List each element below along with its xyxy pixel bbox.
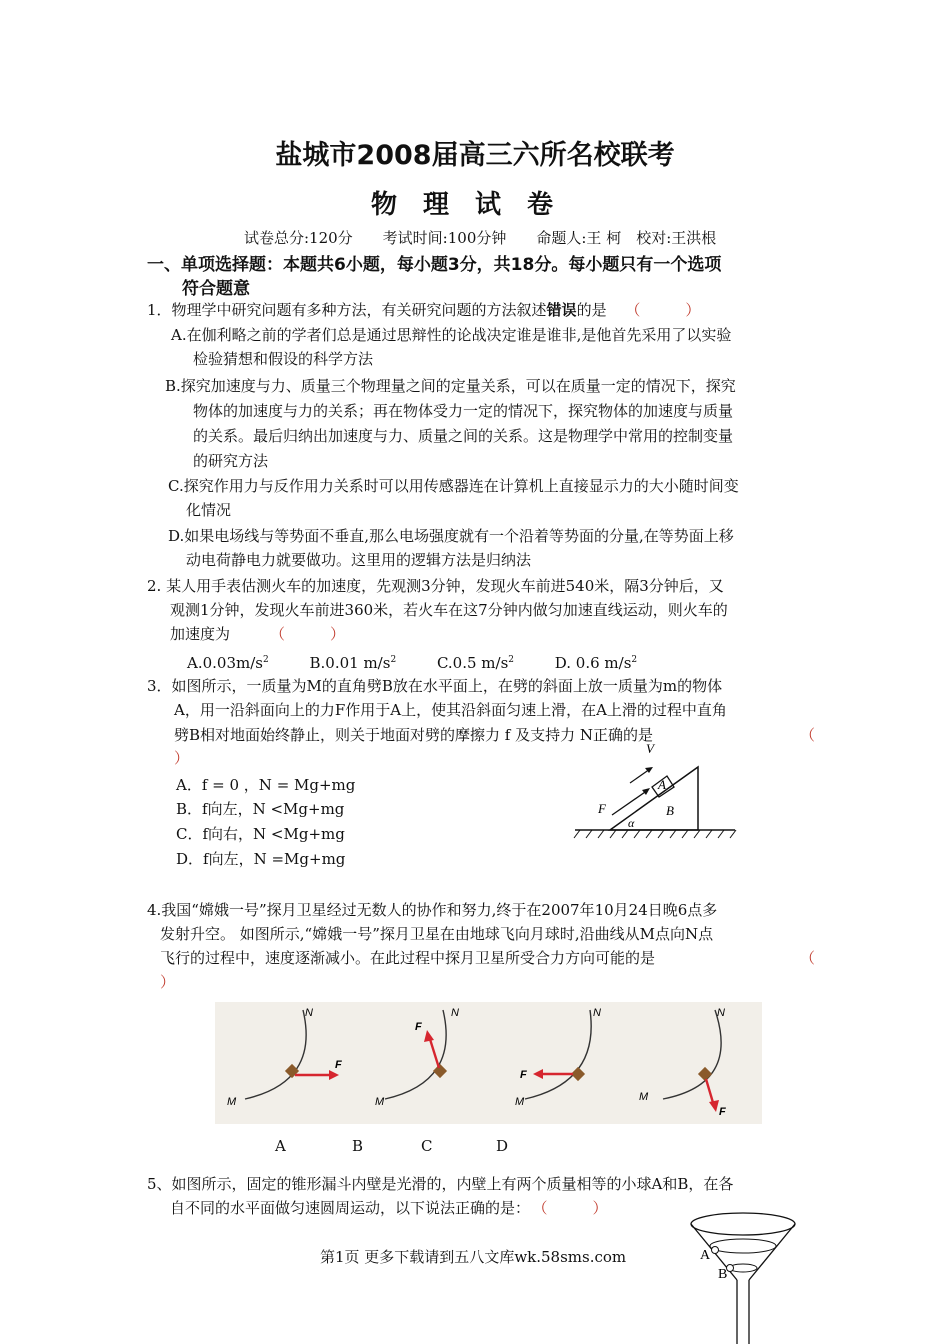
- q5-stem-2: 自不同的水平面做匀速圆周运动，以下说法正确的是： （ ）: [170, 1199, 608, 1217]
- q4-stem-3: 飞行的过程中，速度逐渐减小。在此过程中探月卫星所受合力方向可能的是: [160, 949, 656, 967]
- svg-text:N: N: [593, 1007, 601, 1019]
- q3-option-d: D．f向左，N =Mg+mg: [176, 850, 346, 868]
- q2-option-d: D. 0.6 $m/s^2$: [554, 654, 638, 672]
- q3-stem-3: 劈B相对地面始终静止，则关于地面对劈的摩擦力 f 及支持力 N正确的是: [174, 726, 654, 744]
- q1-option-b-cont2: 的关系。最后归纳出加速度与力、质量之间的关系。这是物理学中常用的控制变量: [193, 427, 734, 445]
- q4-label-d: D: [496, 1137, 509, 1155]
- q1-option-c-cont: 化情况: [186, 501, 232, 519]
- q4-stem-1: 4.我国“嫦娥一号”探月卫星经过无数人的协作和努力,终于在2007年10月24日晚6点多: [147, 901, 718, 919]
- q1-stem: 1．物理学中研究问题有多种方法，有关研究问题的方法叙述错误的是 （ ）: [147, 301, 701, 319]
- q1-option-d: D.如果电场线与等势面不垂直,那么电场强度就有一个沿着等势面的分量,在等势面上移: [168, 527, 734, 545]
- q1-option-c: C.探究作用力与反作用力关系时可以用传感器连在计算机上直接显示力的大小随时间变: [168, 477, 739, 495]
- page-title: 盐城市2008届高三六所名校联考: [275, 140, 675, 171]
- q1-option-a-cont: 检验猜想和假设的科学方法: [193, 350, 374, 368]
- svg-text:M: M: [639, 1091, 649, 1103]
- q1-option-a: A.在伽利略之前的学者们总是通过思辩性的论战决定谁是谁非,是他首先采用了以实验: [171, 326, 732, 344]
- svg-text:N: N: [717, 1007, 725, 1019]
- q4-trajectory-figure: [215, 1002, 762, 1124]
- q5-funnel-figure: [688, 1210, 798, 1344]
- svg-text:F: F: [719, 1106, 726, 1118]
- q3-option-a: A．f = 0 ，N = Mg+mg: [176, 776, 356, 794]
- q1-option-d-cont: 动电荷静电力就要做功。这里用的逻辑方法是归纳法: [186, 551, 532, 569]
- q5-stem-1: 5、如图所示，固定的锥形漏斗内壁是光滑的，内壁上有两个质量相等的小球A和B，在各: [147, 1175, 734, 1193]
- svg-text:M: M: [227, 1096, 237, 1108]
- q2-options: [187, 648, 637, 675]
- q3-wedge-figure: [570, 735, 740, 845]
- q3-option-c: C．f向右，N <Mg+mg: [176, 825, 345, 843]
- section-heading: 一、单项选择题：本题共6小题，每小题3分，共18分。每小题只有一个选项: [147, 255, 722, 275]
- q4-label-a: A: [275, 1137, 286, 1155]
- q3-paren-close: ）: [174, 749, 190, 767]
- svg-text:F: F: [335, 1059, 342, 1071]
- svg-text:F: F: [520, 1069, 527, 1081]
- q2-stem-1: 2. 某人用手表估测火车的加速度，先观测3分钟，发现火车前进540米，隔3分钟后，又: [147, 577, 724, 595]
- q2-option-b: B.0.01 $m/s^2$: [309, 654, 397, 672]
- page-footer: 第1页 更多下载请到五八文库wk.58sms.com: [320, 1248, 627, 1266]
- q5-ball-b: B: [718, 1267, 728, 1282]
- q3-option-b: B．f向左，N <Mg+mg: [176, 800, 345, 818]
- q2-option-a: $A.0.03m/s^2$: [187, 654, 269, 672]
- q3-paren-open: （: [800, 726, 816, 744]
- q3-fig-alpha: α: [628, 816, 635, 830]
- q4-label-b: B: [352, 1137, 364, 1155]
- q4-paren-open: （: [800, 949, 816, 967]
- q3-stem-1: 3．如图所示，一质量为M的直角劈B放在水平面上，在劈的斜面上放一质量为m的物体: [147, 677, 723, 695]
- svg-text:N: N: [305, 1007, 313, 1019]
- svg-text:N: N: [451, 1007, 459, 1019]
- q3-fig-v: V: [646, 741, 654, 756]
- q4-stem-2: 发射升空。 如图所示,“嫦娥一号”探月卫星在由地球飞向月球时,沿曲线从M点向N点: [160, 925, 714, 943]
- svg-text:F: F: [415, 1021, 422, 1033]
- exam-meta: 试卷总分:120分 考试时间:100分钟 命题人:王 柯 校对:王洪根: [244, 229, 717, 247]
- q2-stem-3: 加速度为 （ ）: [170, 625, 346, 643]
- q4-paren-close: ）: [160, 973, 176, 991]
- q3-fig-a: A: [658, 777, 666, 792]
- q2-stem-2: 观测1分钟，发现火车前进360米，若火车在这7分钟内做匀加速直线运动，则火车的: [170, 601, 728, 619]
- q2-option-c: C.0.5 $m/s^2$: [436, 654, 514, 672]
- svg-text:M: M: [375, 1096, 385, 1108]
- q1-option-b-cont1: 物体的加速度与力的关系；再在物体受力一定的情况下，探究物体的加速度与质量: [193, 402, 734, 420]
- q5-ball-a: A: [700, 1248, 711, 1263]
- q3-fig-b: B: [666, 803, 674, 818]
- svg-text:M: M: [515, 1096, 525, 1108]
- section-heading-cont: 符合题意: [182, 279, 250, 299]
- q1-option-b: B.探究加速度与力、质量三个物理量之间的定量关系，可以在质量一定的情况下，探究: [165, 377, 736, 395]
- q3-stem-2: A，用一沿斜面向上的力F作用于A上，使其沿斜面匀速上滑，在A上滑的过程中直角: [174, 701, 727, 719]
- page-subtitle: 物理试卷: [370, 190, 579, 220]
- q1-option-b-cont3: 的研究方法: [193, 452, 269, 470]
- q4-label-c: C: [421, 1137, 433, 1155]
- q3-fig-f: F: [598, 801, 606, 816]
